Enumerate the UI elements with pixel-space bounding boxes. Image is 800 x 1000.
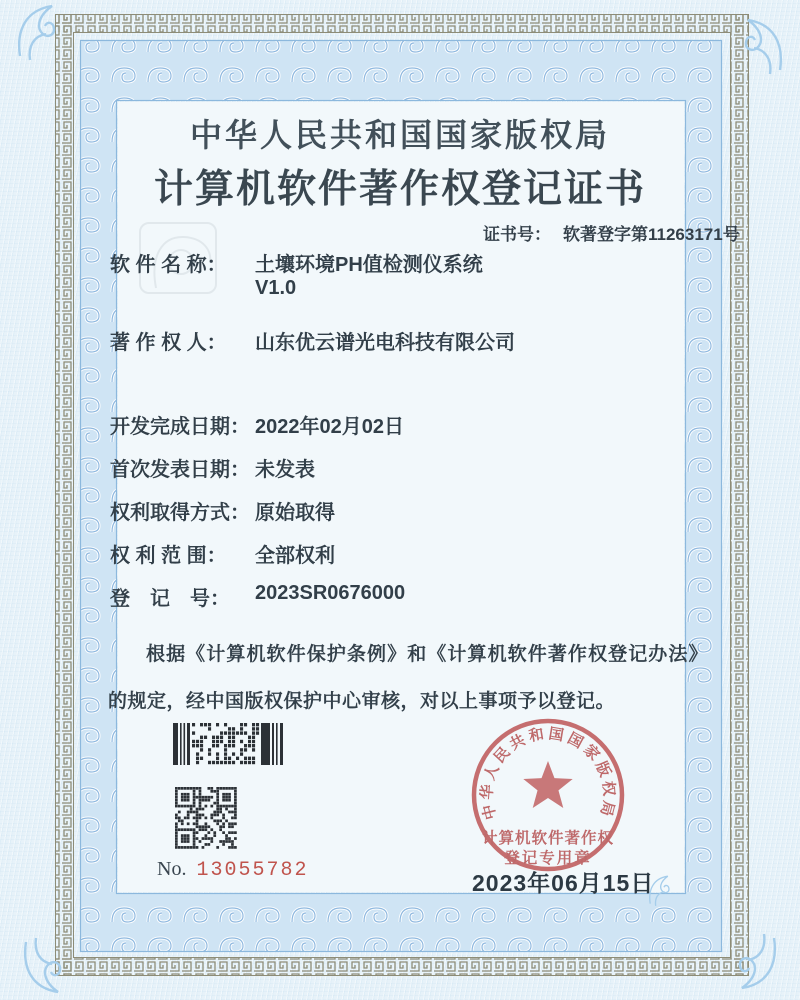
barcode: [173, 723, 283, 765]
field-value-registration-number: 2023SR0676000: [255, 582, 406, 604]
field-value-copyright-owner: 山东优云谱光电科技有限公司: [255, 332, 515, 354]
field-label-rights-acquire-method: 权利取得方式：: [110, 502, 250, 524]
qr-code-icon: [175, 787, 237, 849]
certificate-number: [483, 220, 740, 245]
field-value-software-name: 土壤环境PH值检测仪系统: [255, 254, 483, 276]
seal-text-line1: 计算机软件著作权: [481, 830, 615, 847]
registration-statement: 根据《计算机软件保护条例》和《计算机软件著作权登记办法》的规定，经中国版权保护中心审核，对以上事项予以登记。: [108, 644, 708, 712]
serial-prefix: No.: [157, 858, 187, 880]
issue-date: 2023年06月15日: [472, 870, 655, 896]
serial-number-value: 13055782: [196, 859, 309, 882]
field-label-software-name: 软 件 名 称：: [110, 254, 227, 276]
seal-text-line2: 登记专用章: [504, 850, 592, 867]
field-value-software-version: V1.0: [255, 277, 297, 299]
star-icon: [523, 761, 572, 808]
field-label-rights-scope: 权 利 范 围：: [110, 545, 227, 567]
certificate-title: 计算机软件著作权登记证书: [153, 168, 646, 211]
official-seal: [458, 707, 638, 887]
field-value-rights-scope: 全部权利: [255, 545, 335, 567]
certificate-number-value: 软著登字第11263171号: [563, 225, 740, 244]
certificate-number-label: 证书号：: [483, 225, 551, 244]
field-label-registration-number: 登 记 号：: [110, 588, 230, 610]
field-label-copyright-owner: 著 作 权 人：: [110, 332, 227, 354]
field-value-dev-complete-date: 2022年02月02日: [255, 416, 404, 438]
field-value-rights-acquire-method: 原始取得: [255, 502, 335, 524]
field-label-first-publish-date: 首次发表日期：: [110, 459, 250, 481]
field-value-first-publish-date: 未发表: [255, 459, 315, 481]
field-label-dev-complete-date: 开发完成日期：: [110, 416, 250, 438]
issuer-title: 中华人民共和国国家版权局: [189, 117, 610, 153]
serial-number: [157, 858, 308, 882]
seal-ring-text: 中华人民共和国国家版权局: [479, 726, 617, 821]
